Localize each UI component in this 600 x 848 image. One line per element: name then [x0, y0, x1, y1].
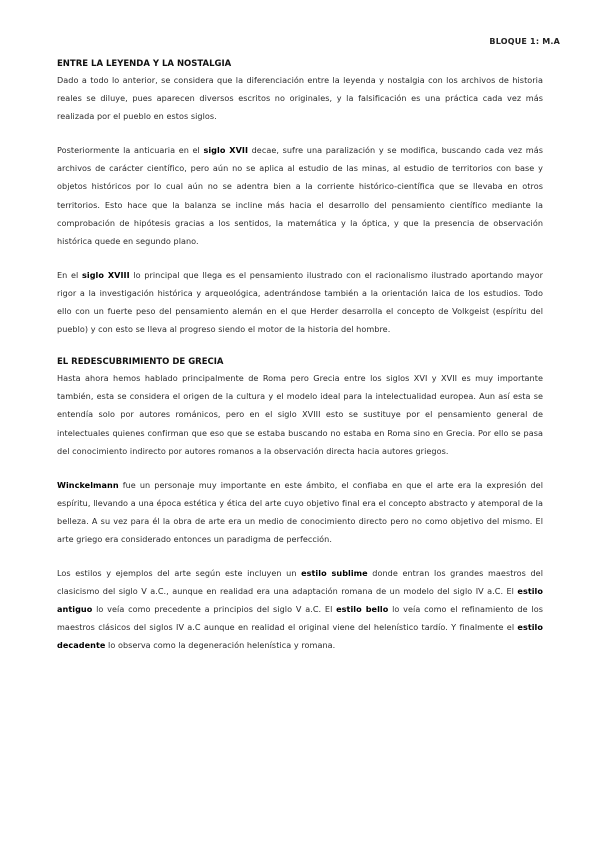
text-run: lo principal que llega es el pensamiento ilustrado con el racionalismo ilustrado aportando mayor rigor a la investigación histórica y arqueológica, adentrándose también a la orientación laica de los estudios. Todo ello con un fuerte peso del pensamiento alemán en el que Herder desarrolla el concepto de Volkgeist (espíritu del pueblo) y con esto se lleva al progreso siendo el motor de la historia del hombre.	[57, 269, 543, 335]
text-run: lo observa como la degeneración helenística y romana.	[105, 640, 336, 651]
bold-term: estilo sublime	[301, 568, 368, 579]
header-tag: BLOQUE 1: M.A	[489, 37, 560, 46]
text-run: Hasta ahora hemos hablado principalmente de Roma pero Grecia entre los siglos XVI y XVII es muy importante también, esta se considera el origen de la cultura y el modelo ideal para la intelectualidad europea. Aun así esta se entendía solo por autores románicos, pero en el siglo XVIII esto se sustituye por el pensamiento general de intelectuales quienes confirman que eso que se estaba buscando no estaba en Roma sino en Grecia. Por ello se pasa del conocimiento indirecto por autores romanos a la observación directa hacia autores griegos.	[57, 373, 543, 456]
bold-term: siglo XVIII	[82, 269, 130, 280]
paragraph	[57, 369, 543, 459]
section-title-leyenda: ENTRE LA LEYENDA Y LA NOSTALGIA	[57, 59, 232, 69]
section-title-grecia: EL REDESCUBRIMIENTO DE GRECIA	[57, 357, 224, 368]
paragraph	[57, 141, 543, 250]
text-run: decae, sufre una paralización y se modifica, buscando cada vez más archivos de carácter científico, pero aún no se aplica al estudio de las minas, al estudio de territorios con base y objetos históricos por lo cual aún no se adentra bien a la corriente histórico-científica que se llevaba en otros territorios. Esto hace que la balanza se incline más hacia el desarrollo del pensamiento científico mediante la comprobación de hipótesis gracias a los sentidos, la matemática y la óptica, y que la presencia de observación histórica quede en segundo plano.	[57, 145, 543, 246]
paragraph	[57, 564, 543, 654]
paragraph	[57, 476, 543, 548]
bold-term: estilo decadente	[57, 622, 543, 651]
text-run: Dado a todo lo anterior, se considera que la diferenciación entre la leyenda y nostalgia con los archivos de historia reales se diluye, pues aparecen diversos escritos no originales, y la falsificación es una práctica cada vez más realizada por el pueblo en estos siglos.	[57, 75, 543, 122]
bold-term: estilo bello	[336, 604, 389, 615]
bold-term: siglo XVII	[203, 145, 249, 156]
text-run: donde entran los grandes maestros del clasicismo del siglo V a.C., aunque en realidad era una adaptación romana de un modelo del siglo IV a.C. El	[57, 568, 543, 597]
document-body	[57, 56, 543, 655]
paragraph	[57, 266, 543, 338]
text-run: lo veía como precedente a principios del siglo V a.C. El	[92, 604, 337, 615]
text-run: fue un personaje muy importante en este ámbito, el confiaba en que el arte era la expresión del espíritu, llevando a una época estética y ética del arte cuyo objetivo final era el concepto abstracto y atemporal de la belleza. A su vez para él la obra de arte era un medio de conocimiento directo pero no como objetivo del mismo. El arte griego era considerado entonces un paradigma de perfección.	[57, 479, 543, 544]
text-run: Posteriormente la anticuaria en el	[57, 145, 204, 156]
bold-term: Winckelmann	[57, 479, 119, 490]
text-run: En el	[57, 269, 82, 280]
text-run: Los estilos y ejemplos del arte según este incluyen un	[57, 568, 302, 579]
bold-term: estilo antiguo	[57, 586, 543, 615]
paragraph	[57, 71, 543, 125]
text-run: lo veía como el refinamiento de los maestros clásicos del siglos IV a.C aunque en realidad el original viene del helenístico tardío. Y finalmente el	[57, 604, 543, 633]
